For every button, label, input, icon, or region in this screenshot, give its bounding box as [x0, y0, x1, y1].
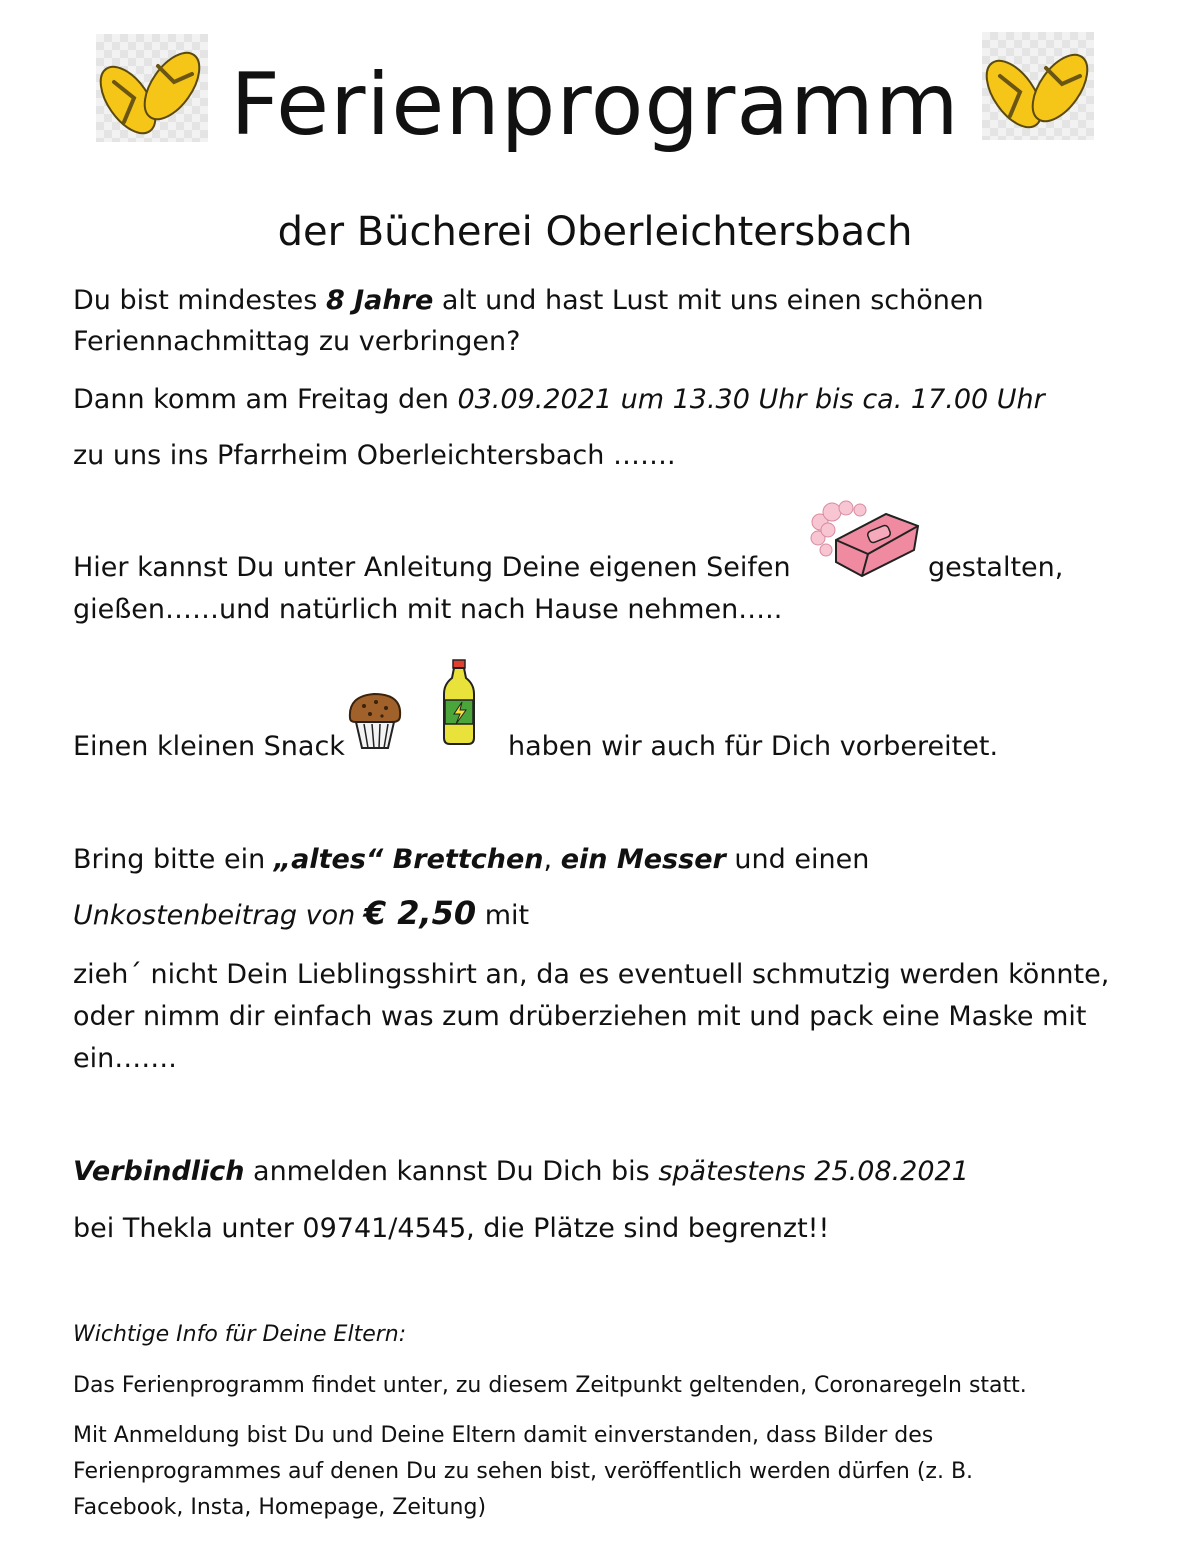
intro-line-2: Feriennachmittag zu verbringen?	[73, 326, 521, 357]
page-title: Ferienprogramm	[230, 55, 960, 155]
age-highlight: 8 Jahre	[325, 285, 434, 316]
register-text: anmelden kannst Du Dich bis	[244, 1156, 659, 1187]
board-highlight: „altes“ Brettchen	[273, 844, 544, 875]
drink-bottle-icon	[440, 658, 478, 746]
fee-amount: € 2,50	[363, 894, 477, 932]
bring-text: und einen	[725, 844, 870, 875]
parents-paragraph-1: Das Ferienprogramm findet unter, zu diesem Zeitpunkt geltenden, Coronaregeln statt.	[73, 1373, 1027, 1398]
deadline-highlight: spätestens 25.08.2021	[658, 1156, 969, 1187]
knife-highlight: ein Messer	[560, 844, 726, 875]
soap-line-1-end: gestalten,	[928, 552, 1064, 583]
date-line	[73, 380, 1045, 420]
intro-text: Du bist mindestes	[73, 285, 326, 316]
parents-paragraph-2-line-1: Mit Anmeldung bist Du und Deine Eltern damit einverstanden, dass Bilder des	[73, 1423, 934, 1448]
intro-text: alt und hast Lust mit uns einen schönen	[433, 285, 984, 316]
parents-heading: Wichtige Info für Deine Eltern:	[73, 1322, 407, 1347]
place-line: zu uns ins Pfarrheim Oberleichtersbach …….	[73, 440, 676, 471]
shirt-line-1: zieh´ nicht Dein Lieblingsshirt an, da es eventuell schmutzig werden könnte,	[73, 959, 1110, 990]
page-subtitle: der Bücherei Oberleichtersbach	[277, 209, 913, 255]
register-line-2: bei Thekla unter 09741/4545, die Plätze sind begrenzt!!	[73, 1213, 830, 1244]
parents-paragraph-2-line-3: Facebook, Insta, Homepage, Zeitung)	[73, 1495, 487, 1520]
bring-line-2	[73, 893, 529, 936]
parents-paragraph-2-line-2: Ferienprogrammes auf denen Du zu sehen bist, veröffentlich werden dürfen (z. B.	[73, 1459, 974, 1484]
bring-text: ,	[543, 844, 561, 875]
register-line-1	[73, 1152, 969, 1192]
shirt-line-2: oder nimm dir einfach was zum drüberziehen mit und pack eine Maske mit	[73, 1001, 1087, 1032]
intro-line-1	[73, 281, 984, 321]
date-text: Dann komm am Freitag den	[73, 384, 458, 415]
binding-highlight: Verbindlich	[73, 1156, 245, 1187]
date-highlight: 03.09.2021 um 13.30 Uhr bis ca. 17.00 Uhr	[457, 384, 1045, 415]
snack-line-end: haben wir auch für Dich vorbereitet.	[508, 731, 999, 762]
shirt-line-3: ein…….	[73, 1043, 177, 1074]
fee-label: Unkostenbeitrag von	[73, 900, 364, 931]
soap-icon	[806, 500, 922, 582]
soap-line-1: Hier kannst Du unter Anleitung Deine eigenen Seifen	[73, 552, 791, 583]
bring-line-1	[73, 840, 869, 880]
soap-line-2: gießen……und natürlich mit nach Hause nehmen…..	[73, 594, 783, 625]
bring-text: mit	[476, 900, 530, 931]
muffin-icon	[344, 688, 406, 754]
snack-line-start: Einen kleinen Snack	[73, 731, 345, 762]
bring-text: Bring bitte ein	[73, 844, 274, 875]
